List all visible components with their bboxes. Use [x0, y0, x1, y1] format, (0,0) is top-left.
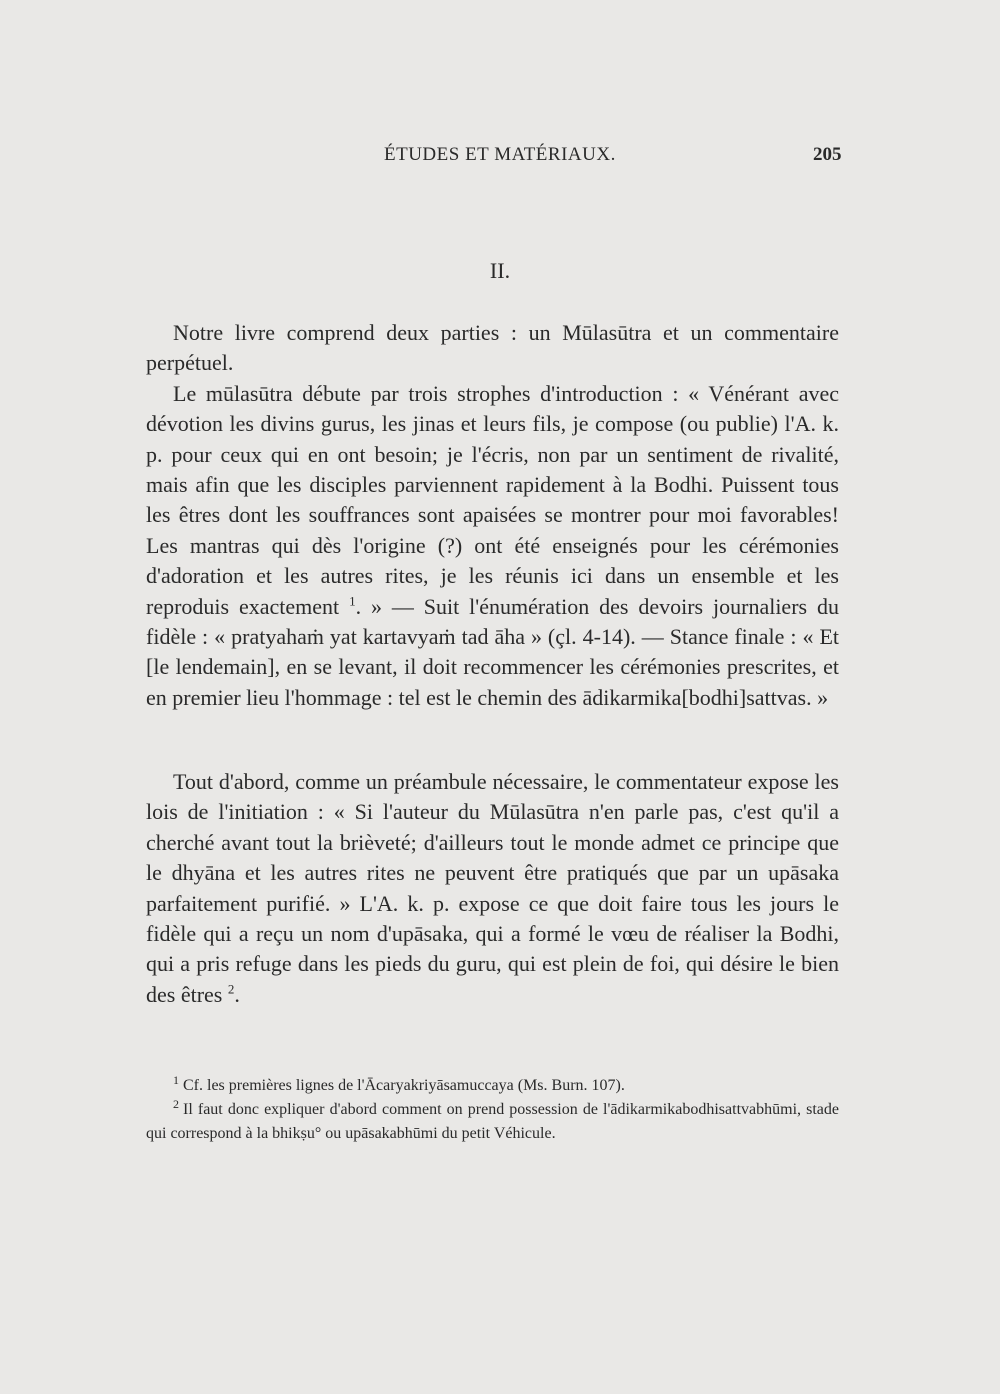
paragraph-commentary	[146, 767, 839, 1010]
footnote-2-text: Il faut donc expliquer d'abord comment on prend possession de l'ādikarmikabodhisattvabhūmi, stade qui correspond à la bhikṣu° ou upāsakabhūmi du petit Véhicule.	[146, 1101, 839, 1142]
paragraph-mulasutra	[146, 379, 839, 713]
footnote-ref-1[interactable]: 1	[349, 593, 356, 609]
paragraph-mulasutra-continuation: . » — Suit l'énumération des devoirs journaliers du fidèle : « pratyahaṁ yat kartavyaṁ tad āha » (çl. 4-14). — Stance finale : « Et [le lendemain], en se levant, il doit recommencer les cérémonies prescrites, et en premier lieu l'hommage : tel est le chemin des ādikarmika[bodhi]sattvas. »	[146, 593, 839, 710]
paragraph-mulasutra-text: Le mūlasūtra débute par trois strophes d'introduction : « Vénérant avec dévotion les divins gurus, les jinas et leurs fils, je compose (ou publie) l'A. k. p. pour ceux qui en ont besoin; je l'écris, non par un sentiment de rivalité, mais afin que les disciples parviennent rapidement à la Bodhi. Puissent tous les êtres dont les souffrances sont apaisées se montrer pour moi favorables! Les mantras qui dès l'origine (?) ont été enseignés pour les cérémonies d'adoration et les autres rites, je les réunis ici dans un ensemble et les reproduis exactement	[146, 380, 839, 619]
footnote-1-marker: 1	[173, 1072, 179, 1087]
page-header	[0, 144, 1000, 174]
running-title: ÉTUDES ET MATÉRIAUX.	[384, 144, 616, 165]
footnote-2-marker: 2	[173, 1096, 179, 1111]
section-number: II.	[489, 258, 511, 283]
section-body-part-2	[146, 767, 839, 1010]
footnote-1	[146, 1074, 839, 1098]
paragraph-commentary-end: .	[234, 981, 240, 1007]
section-body-part-1	[146, 318, 839, 713]
footnote-1-text: Cf. les premières lignes de l'Ācaryakriyāsamuccaya (Ms. Burn. 107).	[183, 1077, 625, 1094]
footnotes	[146, 1074, 839, 1146]
page-number: 205	[813, 144, 842, 165]
footnote-2	[146, 1098, 839, 1146]
footnote-ref-2[interactable]: 2	[227, 981, 235, 997]
paragraph-commentary-text: Tout d'abord, comme un préambule nécessaire, le commentateur expose les lois de l'initiation : « Si l'auteur du Mūlasūtra n'en parle pas, c'est qu'il a cherché avant tout la brièveté; d'ailleurs tout le monde admet ce principe que le dhyāna et les autres rites ne peuvent être pratiqués que par un upāsaka parfaitement purifié. » L'A. k. p. expose ce que doit faire tous les jours le fidèle qui a reçu un nom d'upāsaka, qui a formé le vœu de réaliser la Bodhi, qui a pris refuge dans les pieds du guru, qui est plein de foi, qui désire le bien des êtres	[146, 769, 839, 1007]
paragraph-intro	[146, 318, 839, 379]
paragraph-intro-text: Notre livre comprend deux parties : un Mūlasūtra et un commentaire perpétuel.	[146, 320, 839, 376]
